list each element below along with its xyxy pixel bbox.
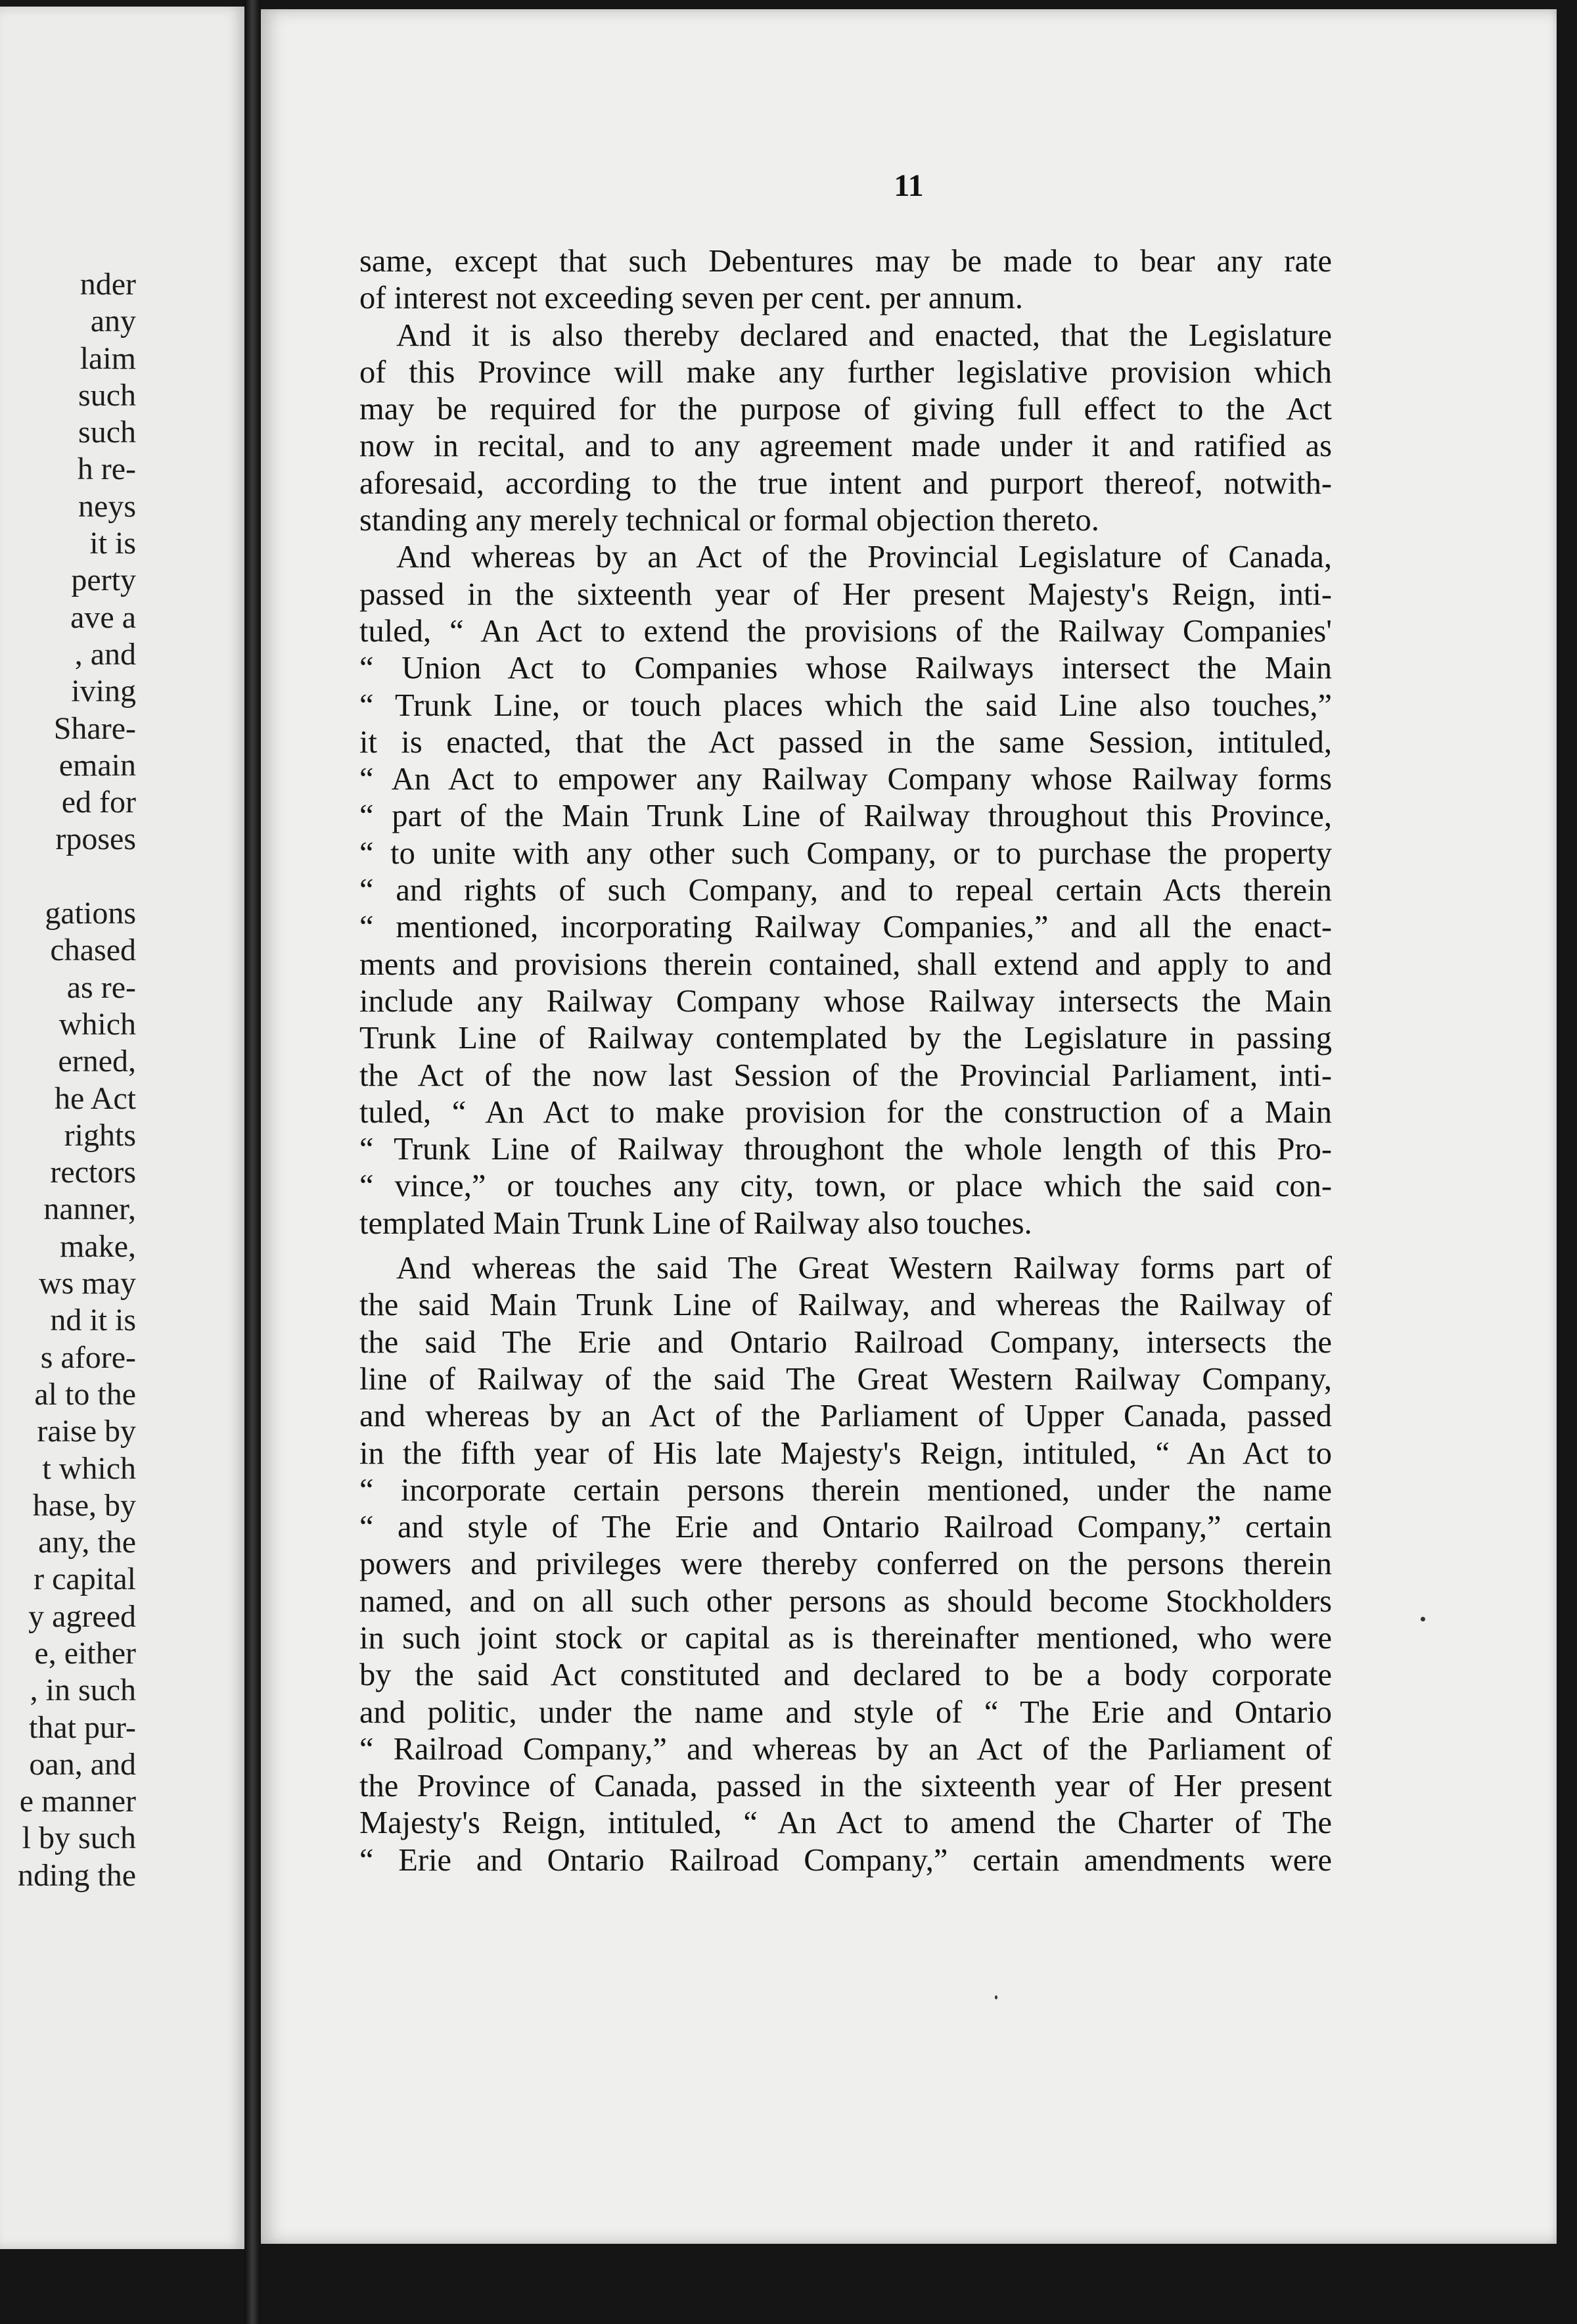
left-line-fragment: t which [42, 1451, 136, 1486]
paragraph-gap [359, 1242, 1332, 1250]
left-line-fragment: l by such [22, 1821, 136, 1856]
page-body-text [359, 243, 1332, 1879]
text-line: templated Main Trunk Line of Railway also touches. [359, 1205, 1032, 1241]
left-line-fragment: s afore- [40, 1339, 136, 1375]
left-line-fragment: raise by [37, 1414, 136, 1449]
left-line-fragment: e manner [19, 1784, 136, 1819]
text-line: powers and privileges were thereby conferred on the persons therein [359, 1546, 1332, 1582]
text-line: the Act of the now last Session of the Provincial Parliament, inti- [359, 1057, 1332, 1093]
left-line-fragment: ws may [39, 1266, 136, 1301]
left-page-text [18, 266, 136, 1894]
left-line-fragment: make, [60, 1228, 136, 1264]
left-line-fragment: r capital [34, 1562, 136, 1597]
text-line: “ part of the Main Trunk Line of Railway throughout this Province, [359, 799, 1332, 834]
left-line-fragment: h re- [77, 452, 136, 487]
left-line-fragment: erned, [58, 1044, 136, 1079]
left-line-fragment: such [78, 377, 136, 413]
left-line-fragment: any [90, 304, 136, 339]
left-line-fragment: which [58, 1006, 136, 1042]
text-line: same, except that such Debentures may be made to bear any rate [359, 244, 1332, 279]
left-line-fragment: ave a [70, 599, 136, 635]
text-line: it is enacted, that the Act passed in the same Session, intituled, [359, 724, 1332, 760]
text-line: of this Province will make any further legislative provision which [359, 354, 1332, 390]
text-line: Trunk Line of Railway contemplated by the Legislature in passing [359, 1021, 1332, 1056]
text-line: tuled, “ An Act to extend the provisions of the Railway Companies' [359, 613, 1332, 649]
text-line: named, and on all such other persons as should become Stockholders [359, 1583, 1332, 1619]
ink-speck [1421, 1617, 1425, 1621]
left-line-fragment: iving [71, 674, 136, 709]
left-line-fragment: rectors [50, 1155, 136, 1190]
left-line-fragment: emain [58, 747, 136, 783]
right-page [261, 9, 1557, 2244]
left-line-fragment: nanner, [43, 1192, 136, 1227]
left-line-fragment: nd it is [50, 1303, 136, 1338]
text-line: and politic, under the name and style of “ The Erie and Ontario [359, 1694, 1332, 1730]
text-line: standing any merely technical or formal objection thereto. [359, 503, 1099, 538]
text-line: and whereas by an Act of the Parliament of Upper Canada, passed [359, 1399, 1332, 1434]
text-line: “ Union Act to Companies whose Railways intersect the Main [359, 651, 1332, 686]
left-line-fragment: perty [71, 563, 136, 598]
paragraph [359, 243, 1332, 317]
left-line-fragment: chased [50, 933, 136, 968]
left-line-fragment: laim [80, 340, 136, 376]
left-line-fragment: as re- [66, 969, 136, 1005]
left-line-fragment: he Act [55, 1081, 136, 1116]
left-line-fragment: rights [64, 1117, 136, 1153]
text-line: “ Erie and Ontario Railroad Company,” certain amendments were [359, 1842, 1332, 1878]
text-line: “ and rights of such Company, and to repeal certain Acts therein [359, 873, 1332, 908]
page-number: 11 [894, 168, 924, 203]
book-gutter [244, 0, 260, 2324]
left-line-fragment [18, 858, 136, 895]
ink-speck [995, 1995, 997, 1999]
left-line-fragment: gations [45, 896, 136, 931]
left-line-fragment: nding the [18, 1857, 136, 1893]
left-page-fragment [0, 7, 244, 2249]
text-line: passed in the sixteenth year of Her present Majesty's Reign, inti- [359, 576, 1332, 612]
left-line-fragment: it is [89, 526, 136, 561]
paragraph [359, 317, 1332, 540]
left-line-fragment: al to the [34, 1376, 136, 1412]
left-line-fragment: neys [78, 488, 136, 524]
left-line-fragment: nder [80, 267, 136, 302]
text-line: “ to unite with any other such Company, or to purchase the property [359, 835, 1332, 871]
text-line: the said Main Trunk Line of Railway, and whereas the Railway of [359, 1288, 1332, 1323]
text-line: And whereas by an Act of the Provincial Legislature of Canada, [396, 540, 1332, 575]
left-line-fragment: that pur- [29, 1709, 136, 1745]
text-line: may be required for the purpose of giving full effect to the Act [359, 392, 1332, 427]
text-line: “ and style of The Erie and Ontario Railroad Company,” certain [359, 1510, 1332, 1545]
text-line: And whereas the said The Great Western Railway forms part of [396, 1251, 1332, 1286]
text-line: “ Trunk Line of Railway throughont the whole length of this Pro- [359, 1132, 1332, 1167]
paragraph [359, 539, 1332, 1242]
text-line: the said The Erie and Ontario Railroad Company, intersects the [359, 1324, 1332, 1360]
left-line-fragment: any, the [38, 1525, 136, 1560]
left-line-fragment: rposes [55, 822, 136, 857]
left-line-fragment: , in such [30, 1673, 136, 1708]
left-line-fragment: e, either [34, 1635, 136, 1671]
text-line: aforesaid, according to the true intent and purport thereof, notwith- [359, 465, 1332, 501]
left-line-fragment: y agreed [28, 1598, 136, 1634]
text-line: ments and provisions therein contained, shall extend and apply to and [359, 946, 1332, 982]
left-line-fragment: , and [74, 636, 136, 672]
text-line: of interest not exceeding seven per cent. per annum. [359, 281, 1024, 316]
text-line: by the said Act constituted and declared to be a body corporate [359, 1658, 1332, 1693]
text-line: in the fifth year of His late Majesty's Reign, intituled, “ An Act to [359, 1435, 1332, 1471]
text-line: And it is also thereby declared and enacted, that the Legislature [396, 317, 1332, 353]
text-line: Majesty's Reign, intituled, “ An Act to amend the Charter of The [359, 1805, 1332, 1841]
text-line: now in recital, and to any agreement made under it and ratified as [359, 429, 1332, 464]
text-line: “ Railroad Company,” and whereas by an Act of the Parliament of [359, 1731, 1332, 1767]
text-line: “ mentioned, incorporating Railway Companies,” and all the enact- [359, 910, 1332, 945]
left-line-fragment: hase, by [32, 1487, 136, 1523]
text-line: include any Railway Company whose Railway intersects the Main [359, 983, 1332, 1019]
left-line-fragment: ed for [61, 785, 136, 820]
left-line-fragment: oan, and [29, 1746, 136, 1782]
left-line-fragment: such [78, 415, 136, 450]
left-line-fragment: Share- [53, 710, 136, 746]
text-line: tuled, “ An Act to make provision for the construction of a Main [359, 1094, 1332, 1130]
text-line: the Province of Canada, passed in the sixteenth year of Her present [359, 1769, 1332, 1804]
paragraph [359, 1250, 1332, 1879]
text-line: “ An Act to empower any Railway Company whose Railway forms [359, 762, 1332, 797]
text-line: line of Railway of the said The Great Western Railway Company, [359, 1361, 1332, 1397]
text-line: “ Trunk Line, or touch places which the said Line also touches,” [359, 687, 1332, 723]
text-line: “ vince,” or touches any city, town, or place which the said con- [359, 1169, 1332, 1204]
text-line: in such joint stock or capital as is thereinafter mentioned, who were [359, 1620, 1332, 1656]
text-line: “ incorporate certain persons therein mentioned, under the name [359, 1472, 1332, 1508]
